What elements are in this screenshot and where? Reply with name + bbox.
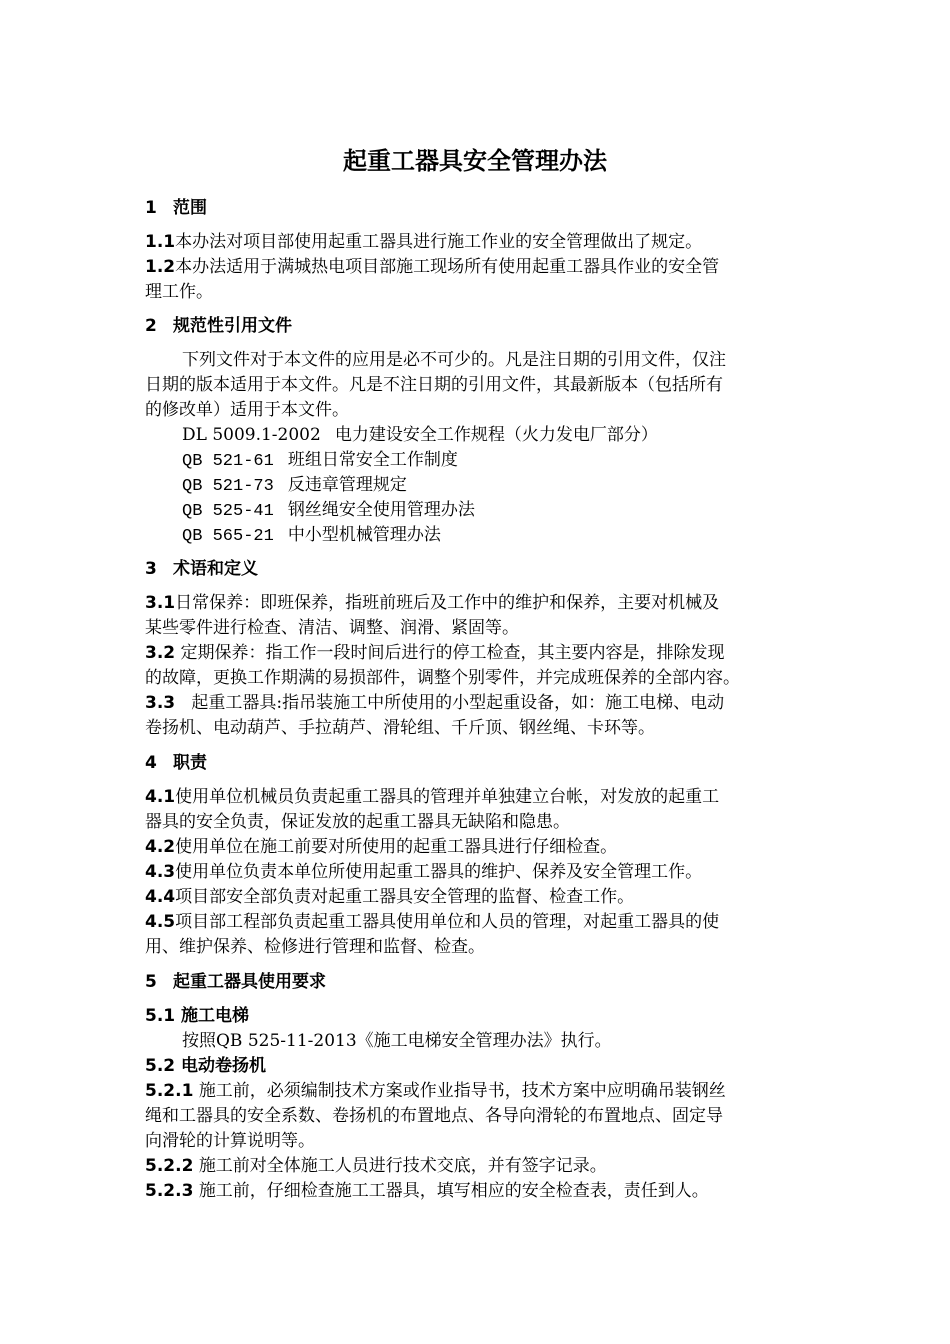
subsection-title: 电动卷扬机 <box>181 1056 267 1076</box>
clause-3-2-cont: 的故障，更换工作期满的易损部件，调整个别零件，并完成班保养的全部内容。 <box>145 668 740 688</box>
section-5-heading <box>145 970 326 994</box>
clause-4-1 <box>145 785 815 810</box>
clause-text: 定期保养：指工作一段时间后进行的停工检查，其主要内容是，排除发现 <box>180 643 725 663</box>
clause-3-3-cont: 卷扬机、电动葫芦、手拉葫芦、滑轮组、千斤顶、钢丝绳、卡环等。 <box>145 718 655 738</box>
clause-text: 项目部安全部负责对起重工器具安全管理的监督、检查工作。 <box>175 887 635 907</box>
section-title: 职责 <box>173 753 207 773</box>
clause-5-2-1 <box>145 1079 815 1104</box>
section-3-heading <box>145 557 258 581</box>
clause-number: 3.3 <box>145 693 176 713</box>
section-4-heading <box>145 751 207 775</box>
clause-text: 使用单位负责本单位所使用起重工器具的维护、保养及安全管理工作。 <box>175 862 703 882</box>
clause-number: 1.2 <box>145 257 176 277</box>
clause-3-1-cont: 某些零件进行检查、清洁、调整、润滑、紧固等。 <box>145 618 519 638</box>
reference-item <box>182 448 852 475</box>
reference-name: 反违章管理规定 <box>287 475 407 495</box>
clause-4-3 <box>145 860 815 885</box>
section-2-heading <box>145 314 292 338</box>
subsection-title: 施工电梯 <box>181 1006 250 1026</box>
clause-number: 1.1 <box>145 232 176 252</box>
clause-text: 日常保养：即班保养，指班前班后及工作中的维护和保养，主要对机械及 <box>175 593 720 613</box>
reference-code: QB 521-73 <box>182 477 274 496</box>
clause-text: 施工前，仔细检查施工工器具，填写相应的安全检查表，责任到人。 <box>198 1181 709 1201</box>
clause-number: 5.2.1 <box>145 1081 194 1101</box>
section-number: 2 <box>145 316 157 336</box>
clause-number: 4.2 <box>145 837 176 857</box>
reference-code: QB 565-21 <box>182 527 274 546</box>
clause-4-1-cont: 器具的安全负责，保证发放的起重工器具无缺陷和隐患。 <box>145 812 570 832</box>
reference-item <box>182 523 852 550</box>
clause-text: 本办法适用于满城热电项目部施工现场所有使用起重工器具作业的安全管 <box>175 257 720 277</box>
section-title: 起重工器具使用要求 <box>173 972 326 992</box>
clause-4-5 <box>145 910 815 935</box>
clause-1-2-cont: 理工作。 <box>145 282 213 302</box>
clause-number: 4.3 <box>145 862 176 882</box>
clause-text: 使用单位在施工前要对所使用的起重工器具进行仔细检查。 <box>175 837 618 857</box>
clause-number: 4.4 <box>145 887 176 907</box>
clause-text: 施工前对全体施工人员进行技术交底，并有签字记录。 <box>198 1156 607 1176</box>
clause-text: 使用单位机械员负责起重工器具的管理并单独建立台帐，对发放的起重工 <box>175 787 720 807</box>
subsection-5-2-heading <box>145 1054 266 1078</box>
clause-text: 项目部工程部负责起重工器具使用单位和人员的管理，对起重工器具的使 <box>175 912 720 932</box>
reference-name: 中小型机械管理办法 <box>287 525 441 545</box>
reference-item <box>182 498 852 525</box>
section-1-heading <box>145 196 207 220</box>
reference-name: 钢丝绳安全使用管理办法 <box>287 500 475 520</box>
reference-name: 电力建设安全工作规程（火力发电厂部分） <box>334 425 658 445</box>
clause-4-4 <box>145 885 815 910</box>
references-intro-cont: 的修改单）适用于本文件。 <box>145 400 349 420</box>
clause-number: 4.5 <box>145 912 176 932</box>
clause-number: 4.1 <box>145 787 176 807</box>
subsection-5-1-text: 按照QB 525-11-2013《施工电梯安全管理办法》执行。 <box>182 1031 612 1051</box>
clause-1-2 <box>145 255 815 280</box>
section-number: 3 <box>145 559 157 579</box>
clause-number: 5.2.2 <box>145 1156 194 1176</box>
page-title: 起重工器具安全管理办法 <box>343 147 607 175</box>
clause-number: 3.2 <box>145 643 176 663</box>
reference-item <box>182 423 852 448</box>
subsection-number: 5.1 <box>145 1006 176 1026</box>
references-intro: 下列文件对于本文件的应用是必不可少的。凡是注日期的引用文件，仅注 <box>182 350 726 370</box>
section-title: 范围 <box>173 198 207 218</box>
reference-code: QB 521-61 <box>182 452 274 471</box>
subsection-number: 5.2 <box>145 1056 176 1076</box>
subsection-5-1-heading <box>145 1004 249 1028</box>
clause-5-2-1-cont: 绳和工器具的安全系数、卷扬机的布置地点、各导向滑轮的布置地点、固定导 <box>145 1106 723 1126</box>
section-number: 4 <box>145 753 157 773</box>
clause-4-2 <box>145 835 815 860</box>
section-title: 规范性引用文件 <box>173 316 292 336</box>
clause-number: 5.2.3 <box>145 1181 194 1201</box>
reference-name: 班组日常安全工作制度 <box>287 450 458 470</box>
reference-code: QB 525-41 <box>182 502 274 521</box>
section-number: 1 <box>145 198 157 218</box>
clause-3-2 <box>145 641 815 666</box>
reference-item <box>182 473 852 500</box>
clause-number: 3.1 <box>145 593 176 613</box>
clause-5-2-2 <box>145 1154 815 1179</box>
clause-text: 本办法对项目部使用起重工器具进行施工作业的安全管理做出了规定。 <box>175 232 703 252</box>
clause-3-3 <box>145 691 815 716</box>
references-intro-cont: 日期的版本适用于本文件。凡是不注日期的引用文件，其最新版本（包括所有 <box>145 375 723 395</box>
reference-code: DL 5009.1-2002 <box>182 425 321 445</box>
clause-5-2-3 <box>145 1179 815 1204</box>
clause-text: 施工前，必须编制技术方案或作业指导书，技术方案中应明确吊装钢丝 <box>198 1081 726 1101</box>
section-title: 术语和定义 <box>173 559 258 579</box>
clause-4-5-cont: 用、维护保养、检修进行管理和监督、检查。 <box>145 937 485 957</box>
clause-5-2-1-cont: 向滑轮的计算说明等。 <box>145 1131 315 1151</box>
clause-1-1 <box>145 230 815 255</box>
section-number: 5 <box>145 972 157 992</box>
clause-text: 起重工器具:指吊装施工中所使用的小型起重设备，如：施工电梯、电动 <box>191 693 725 713</box>
clause-3-1 <box>145 591 815 616</box>
